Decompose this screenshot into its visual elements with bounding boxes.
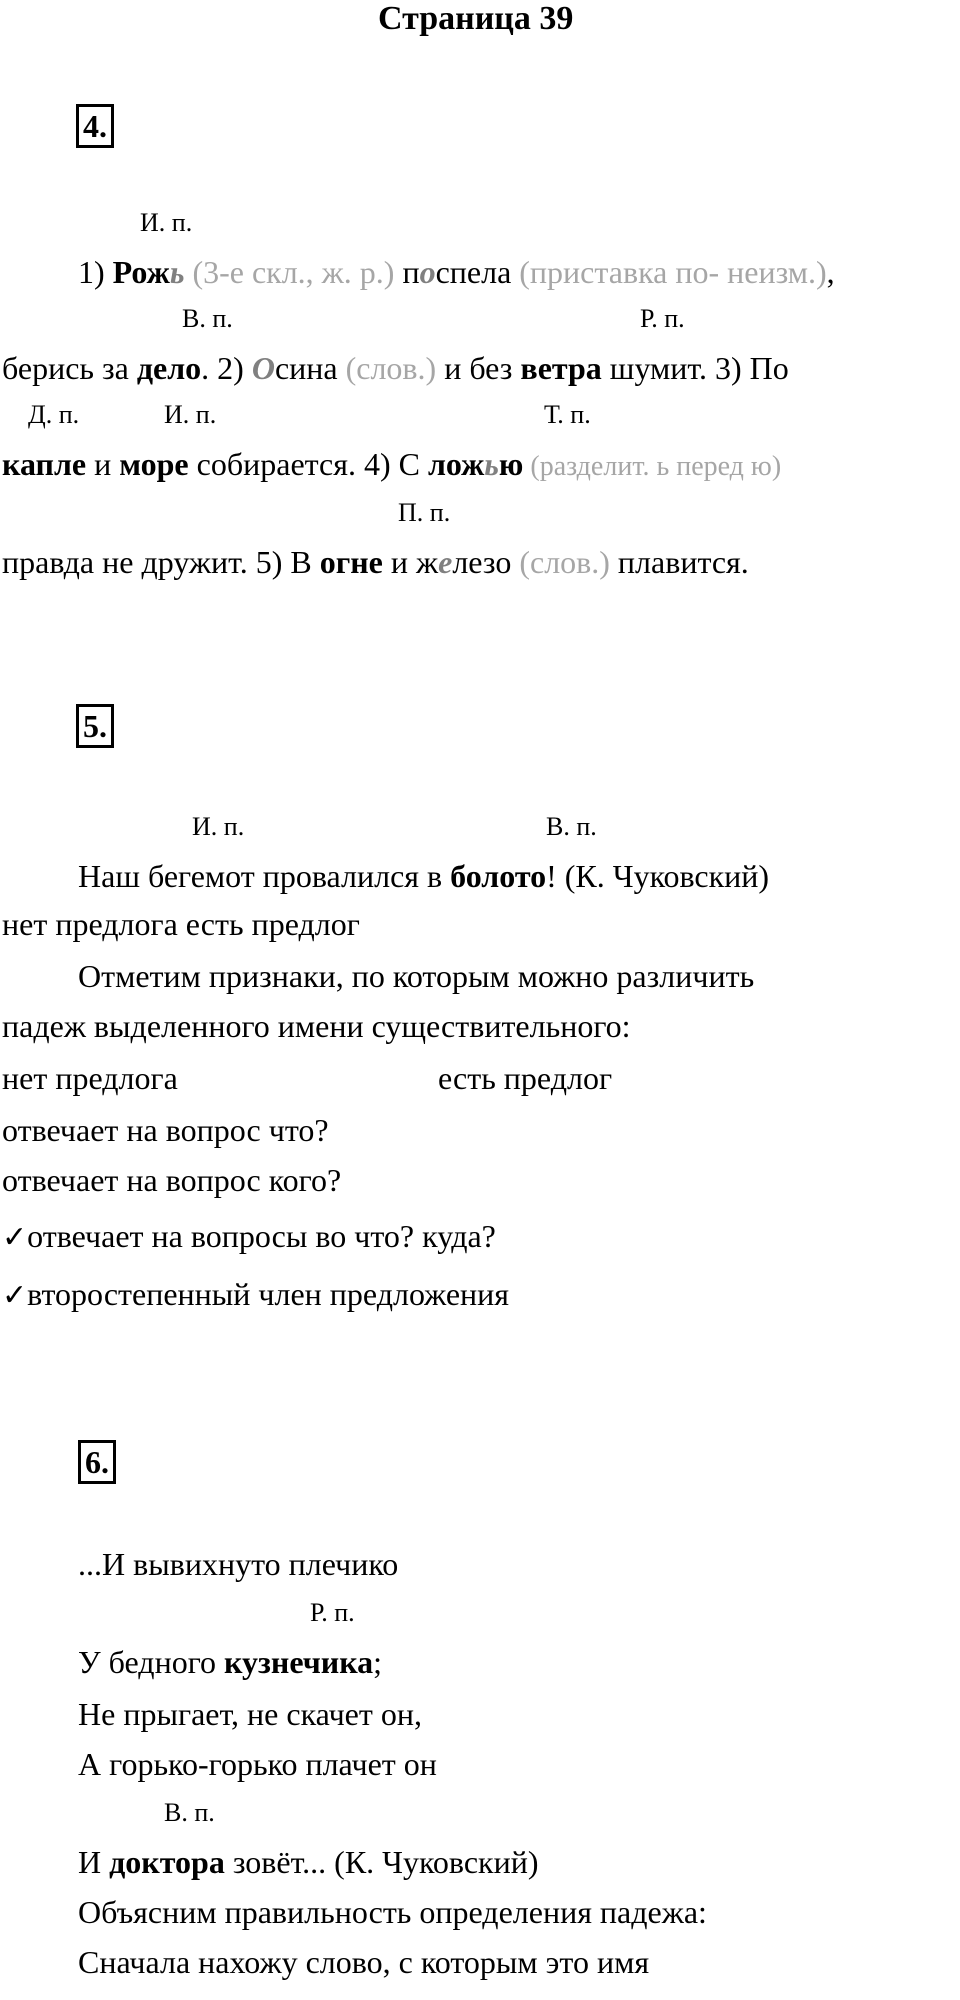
ex5-paragraph-2: падеж выделенного имени существительного: <box>2 1008 631 1044</box>
ex4-line-4 <box>2 542 749 582</box>
case-label: Р. п. <box>310 1598 355 1627</box>
bold-word: ветра <box>520 350 602 386</box>
case-label: В. п. <box>164 1798 215 1827</box>
ex6-line-5 <box>78 1842 538 1882</box>
grammar-note: (приставка по- неизм.) <box>519 254 827 290</box>
ex6-line-1: ...И вывихнуто плечико <box>78 1546 399 1582</box>
text: . 2) <box>201 350 252 386</box>
checkmark-icon: ✓ <box>2 1278 28 1313</box>
bold-word: доктора <box>109 1844 225 1880</box>
case-label: И. п. <box>140 208 193 237</box>
ex5-sentence <box>78 856 769 896</box>
ex4-line-2 <box>2 348 789 388</box>
grammar-note: (слов.) <box>519 544 610 580</box>
case-label: В. п. <box>182 304 233 333</box>
ex6-line-6: Объясним правильность определения падежа: <box>78 1894 707 1930</box>
ex5-question-1: отвечает на вопрос что? <box>2 1112 329 1148</box>
text: берись за <box>2 350 137 386</box>
text: ; <box>373 1644 383 1680</box>
case-label: И. п. <box>192 812 245 841</box>
text: лезо <box>452 544 520 580</box>
case-label: Т. п. <box>544 400 591 429</box>
text: зовёт... (К. Чуковский) <box>224 1844 539 1880</box>
bold-word: капле <box>2 446 87 482</box>
text: спела <box>435 254 520 290</box>
text: шумит. 3) По <box>601 350 789 386</box>
text: собирается. 4) С <box>188 446 428 482</box>
text: плавится. <box>609 544 749 580</box>
case-label: И. п. <box>164 400 217 429</box>
bold-word: кузнечика <box>224 1644 374 1680</box>
ex5-col-left: нет предлога <box>2 1060 178 1096</box>
exercise-number-6: 6. <box>78 1440 116 1484</box>
text: сина <box>274 350 346 386</box>
text: , <box>826 254 835 290</box>
grammar-note: (3-е скл., ж. р.) <box>184 254 403 290</box>
ex5-under-note: нет предлога есть предлог <box>2 906 360 942</box>
exercise-number-5: 5. <box>76 704 114 748</box>
text: правда не дружит. 5) В <box>2 544 320 580</box>
checkmark-icon: ✓ <box>2 1220 28 1255</box>
ex5-question-4 <box>2 1274 509 1316</box>
text: и без <box>436 350 521 386</box>
ex5-question-3 <box>2 1216 496 1258</box>
text: 1) <box>78 254 113 290</box>
page-title: Страница 39 <box>378 0 574 37</box>
text: второстепенный член предложения <box>27 1276 510 1312</box>
grammar-note: (разделит. ь перед ю) <box>523 451 782 482</box>
highlighted-letter: о <box>419 254 436 290</box>
case-label: Д. п. <box>28 400 80 429</box>
ex6-line-4: А горько-горько плачет он <box>78 1746 437 1782</box>
text: И <box>78 1844 110 1880</box>
case-label: В. п. <box>546 812 597 841</box>
bold-word: болото <box>450 858 547 894</box>
grammar-note: (слов.) <box>345 350 437 386</box>
case-label: Р. п. <box>640 304 685 333</box>
exercise-number-4: 4. <box>76 104 114 148</box>
text: и ж <box>382 544 439 580</box>
bold-word: ю <box>498 446 524 482</box>
ex6-line-2 <box>78 1642 382 1682</box>
bold-word: лож <box>427 446 485 482</box>
ex6-line-3: Не прыгает, не скачет он, <box>78 1696 422 1732</box>
ex4-line-3 <box>2 444 781 487</box>
highlighted-letter: О <box>251 350 275 386</box>
ex5-paragraph-1: Отметим признаки, по которым можно различить <box>78 958 755 994</box>
ex5-question-2: отвечает на вопрос кого? <box>2 1162 342 1198</box>
highlighted-letter: е <box>438 544 453 580</box>
text: У бедного <box>78 1644 225 1680</box>
text: отвечает на вопросы во что? куда? <box>27 1218 496 1254</box>
text: п <box>402 254 420 290</box>
ex5-col-right: есть предлог <box>438 1060 613 1096</box>
text: Наш бегемот провалился в <box>78 858 451 894</box>
bold-word: дело <box>136 350 202 386</box>
highlighted-letter: ь <box>169 254 185 290</box>
ex4-line-1 <box>78 252 835 292</box>
highlighted-letter: ь <box>484 446 499 482</box>
bold-word: Рож <box>112 254 170 290</box>
bold-word: море <box>119 446 189 482</box>
text: ! (К. Чуковский) <box>546 858 770 894</box>
case-label: П. п. <box>398 498 451 527</box>
text: и <box>86 446 120 482</box>
bold-word: огне <box>319 544 383 580</box>
ex6-line-7: Сначала нахожу слово, с которым это имя <box>78 1944 650 1980</box>
